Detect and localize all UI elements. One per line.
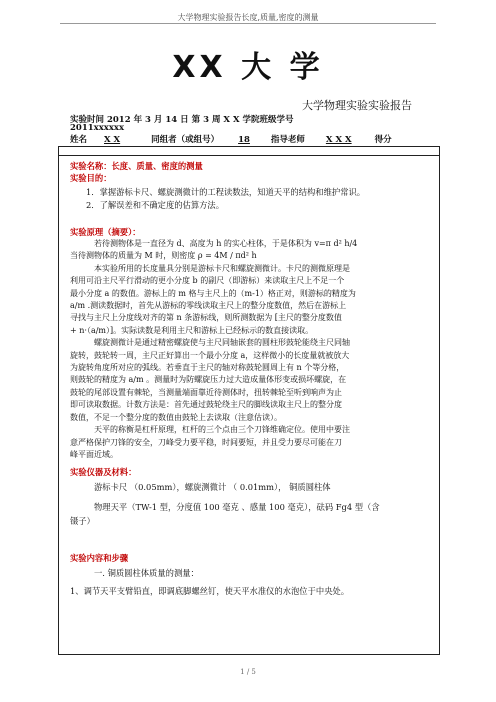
purpose-label: 实验目的： — [70, 173, 112, 183]
principle-line: 利用可沿主尺平行滑动的更小分度 b 的副尺（即游标）来读取主尺上不足一个 — [70, 276, 345, 286]
step-line: 一. 铜质圆柱体质量的测量： — [94, 568, 199, 578]
principle-text — [70, 238, 430, 461]
box-top-rule — [58, 155, 439, 156]
university-title: XX 大 学 — [172, 50, 324, 85]
score-label: 得分 — [374, 135, 392, 145]
principle-line: 鼓轮的尾部设置有棘轮，当测量端面靠近待测体时，扭转棘轮至听到响声为止 — [70, 387, 342, 397]
page-number: 1 / 5 — [240, 668, 256, 676]
principle-line: 峰平面近域。 — [70, 449, 118, 459]
principle-line: 最小分度 a 的数值。游标上的 m 格与主尺上的（m-1）格正对，则游标的精度为 — [70, 288, 356, 298]
principle-line: a/m .测读数据时，首先从游标的零线读取主尺上的整分度数值，然后在游标上 — [70, 301, 347, 311]
principle-line: 即可读取数据。计数方法是：首先通过鼓轮绕主尺的脚线读取主尺上的整分度 — [70, 400, 342, 410]
principle-line: + n·（a/m）]。实际读数是利用主尺和游标上已经标示的数直接读取。 — [70, 325, 314, 335]
principle-line: 本实验所用的长度量具分别是游标卡尺和螺旋测微计。卡尺的测微原理是 — [94, 263, 350, 273]
experiment-name-value: 长度、质量、密度的测量 — [111, 161, 203, 171]
teacher-label: 指导老师 — [270, 135, 305, 145]
principle-line: 若待测物体是一直径为 d、高度为 h 的实心柱体，于是体积为 v=π d² h/4 — [94, 239, 358, 248]
purpose-item: 2．了解误差和不确定度的估算方法。 — [86, 199, 225, 210]
principle-line: 寻找与主尺上分度线对齐的第 n 条游标线，则所测数据为 [主尺的整分度数值 — [70, 313, 342, 323]
instrument-line: 游标卡尺 （0.05mm），螺旋测微计 （ 0.01mm）， 铜质圆柱体 — [94, 482, 331, 492]
principle-line: 为旋转角度所对应的弧线。若垂直于主尺的轴对称鼓轮圆周上有 n 个等分格， — [70, 363, 345, 373]
principle-line: 天平的称衡是杠杆原理，杠杆的三个点由三个刀锋维确定位。使用中要注 — [94, 425, 350, 435]
principle-line: 旋转，鼓轮转一周，主尺正好算出一个最小分度 a，这样微小的长度量就被放大 — [70, 350, 350, 360]
experiment-name-line — [70, 160, 430, 173]
experiment-name-label: 实验名称： — [70, 161, 112, 171]
info-line-time: 实验时间 2012 年 3 月 14 日 第 3 周 X X 学院班级学号 — [70, 115, 294, 125]
principle-line: 意严格保护刀锋的安全，刀峰受力要平稳，时间要短，并且受力要尽可能在刀 — [70, 437, 342, 447]
step-line: 1、调节天平支臂铅直，即调底脚螺丝钉，使天平水准仪的水泡位于中央处。 — [70, 586, 350, 596]
instrument-line: 物理天平（TW-1 型，分度值 100 毫克 、感量 100 毫克），砝码 Fg4 型（含 — [94, 502, 380, 512]
principle-line: 数值，不足一个整分度的数值由鼓轮上去读取（注意估读）。 — [70, 412, 282, 422]
steps-text — [70, 566, 430, 598]
student-id: 2011xxxxxx — [70, 123, 125, 133]
principle-line: 当待测物体的质量为 M 时，则密度 ρ = 4M / πd² h — [70, 251, 257, 261]
principle-line: 螺旋测微计是通过精密螺旋使与主尺同轴嵌套的圆柱形鼓轮能绕主尺同轴 — [94, 338, 350, 348]
running-header: 大学物理实验报告长度,质量,密度的测量 — [177, 13, 319, 22]
steps-label: 实验内容和步骤 — [70, 553, 129, 563]
name-value: X X — [103, 135, 121, 145]
purpose-list — [86, 186, 431, 211]
instruments-text — [70, 480, 430, 528]
purpose-item: 1．掌握游标卡尺、螺旋测微计的工程读数法，知道天平的结构和维护常识。 — [86, 187, 366, 197]
report-subtitle: 大学物理实验实验报告 — [302, 99, 412, 112]
group-value: 18 — [238, 135, 250, 145]
instruments-label: 实验仪器及材料： — [70, 467, 137, 477]
instrument-line: 镊子） — [70, 516, 95, 526]
group-label: 同组者（或组号） — [151, 135, 220, 145]
principle-label: 实验原理（摘要）： — [70, 227, 141, 237]
name-label: 姓名 — [70, 135, 88, 145]
teacher-value: X X X — [325, 135, 352, 145]
header-divider — [60, 23, 436, 24]
principle-line: 则鼓轮的精度为 a/m 。测量时为防螺旋压力过大造成量体形变或损坏螺旋，在 — [70, 375, 347, 385]
info-line-people — [70, 133, 392, 145]
